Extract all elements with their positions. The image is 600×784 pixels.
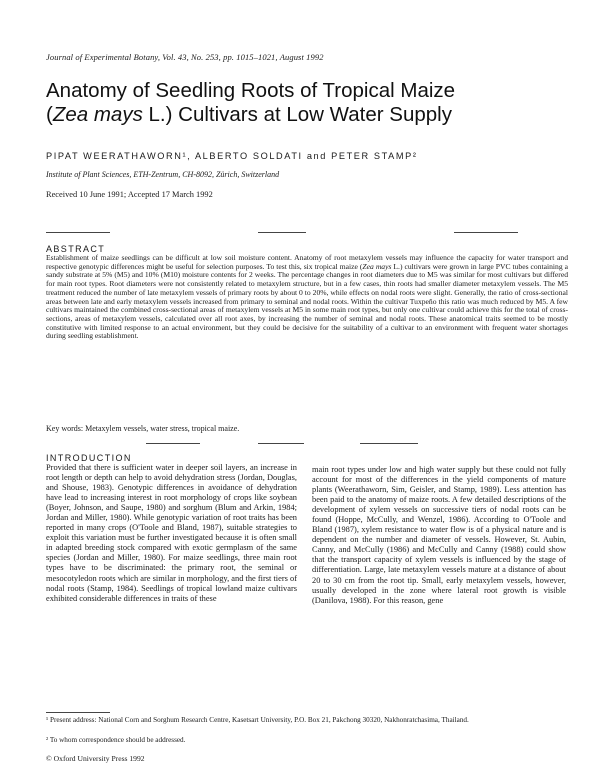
abstract-species: Zea mays — [362, 261, 392, 271]
footnote-1: ¹ Present address: National Corn and Sorghum Research Centre, Kasetsart University, P.O. Box 21, Pakchong 30320, Nakhonratchasima, Thailand. — [46, 716, 469, 724]
received-dates: Received 10 June 1991; Accepted 17 March 1992 — [46, 190, 213, 199]
abstract-text — [46, 254, 568, 341]
section-rule — [360, 443, 418, 444]
author-affiliation: Institute of Plant Sciences, ETH-Zentrum, CH-8092, Zürich, Switzerland — [46, 170, 280, 179]
title-line-2 — [46, 103, 566, 127]
title-line-2-rest: L.) Cultivars at Low Water Supply — [142, 103, 452, 126]
introduction-heading: INTRODUCTION — [46, 453, 132, 463]
section-rule — [258, 232, 306, 233]
footnote-2: ² To whom correspondence should be addressed. — [46, 736, 186, 744]
footnote-rule — [46, 712, 110, 713]
author-list: PIPAT WEERATHAWORN¹, ALBERTO SOLDATI and PETER STAMP² — [46, 151, 418, 161]
abstract-heading: ABSTRACT — [46, 244, 106, 254]
introduction-column-2: main root types under low and high water supply but these could not fully account for most of the differences in the yield components of mature plants (Weerathaworn, Sim, Geisler, and Stamp, 1989). Less attention has been paid to the anatomy of maize roots. A few detailed descriptions of the development of xylem vessels on successive tiers of nodal roots can be found (Hoppe, McCully, and Wenzel, 1986). According to O'Toole and Bland (1987), xylem resistance to water flow is of a physical nature and is dependent on the number and diameter of vessels. However, St. Aubin, Canny, and McCully (1986) and McCully and Canny (1988) could show that the transport capacity of xylem vessels is influenced by the stage of differentiation. Large, late metaxylem vessels mature at a distance of about 20 to 30 cm from the root tip. Small, early metaxylem vessels, however, usually developed in the zone where lateral root growth is visible (Danilova, 1988). For this reason, gene — [312, 465, 566, 605]
abstract-part-1: Establishment of maize seedlings can be difficult at low soil moisture content. Anatomy of root metaxylem vessels may influence the capacity for water transport and respective genotypic differences might be useful for selection purposes. To test this, six tropical maize ( — [46, 253, 568, 271]
title-species: Zea mays — [52, 103, 143, 126]
title-line-1: Anatomy of Seedling Roots of Tropical Maize — [46, 79, 456, 102]
section-rule — [454, 232, 518, 233]
abstract-part-2: L.) cultivars were grown in large PVC tubes containing a sandy substrate at 5% (M5) and 10% (M10) moisture contents for 2 weeks. The percentage changes in root diameters due to M5 was similar for most cultivars but differed for main root types. Root diameters were not consistently related to metaxylem structure, but in a few cases, thin roots had smaller diameter metaxylem vessels. The M5 treatment reduced the number of late metaxylem vessels of primary roots by about 0 to 20%, while effects on nodal roots were slight. Generally, the ratio of cross-sectional areas between late and early metaxylem vessels increased from primary to seminal and nodal roots. Within the cultivar Tuxpeño this ratio was much reduced by M5. A few cultivars maintained the combined cross-sectional areas of metaxylem vessels at M5 in some main root types, but only one cultivar could achieve this for the total of cross-sections, areas of metaxylem vessels, calculated over all root axes, by increasing the number of seminal and nodal roots. These anatomical traits seemed to be mostly constitutive with limited response to an actual environment, but they could be decisive for the suitability of a cultivar to an environment with frequent water shortages during seedling establishment. — [46, 261, 568, 341]
section-rule — [258, 443, 304, 444]
section-rule — [46, 232, 110, 233]
paper-title — [46, 79, 566, 127]
keywords: Key words: Metaxylem vessels, water stress, tropical maize. — [46, 424, 240, 433]
journal-citation: Journal of Experimental Botany, Vol. 43, No. 253, pp. 1015–1021, August 1992 — [46, 52, 324, 62]
title-paren: ( — [46, 103, 53, 126]
introduction-column-1: Provided that there is sufficient water in deeper soil layers, an increase in root length or depth can help to avoid dehydration stress (Jordan, Douglas, and Shouse, 1983). Genotypic differences in avoidance of dehydration have lead to increasing interest in root morphology of crops like soybean (Boyer, Johnson, and Saupe, 1980) and sorghum (Blum and Arkin, 1984; Jordan and Miller, 1980). While genotypic variation of root traits has been reported in many crops (O'Toole and Bland, 1987), suitable strategies to exploit this variation must be further investigated because it is often small in adapted breeding stock compared with exotic germplasm of the same species (Jordan and Miller, 1980). For maize seedlings, three main root types have to be discriminated: the primary root, the seminal or mesocotyledon roots which are similar in morphology, and the first tiers of nodal roots (Stamp, 1984). Seedlings of tropical lowland maize cultivars exhibited considerable differences in traits of these — [46, 463, 297, 603]
copyright-notice: © Oxford University Press 1992 — [46, 754, 145, 763]
section-rule — [146, 443, 200, 444]
